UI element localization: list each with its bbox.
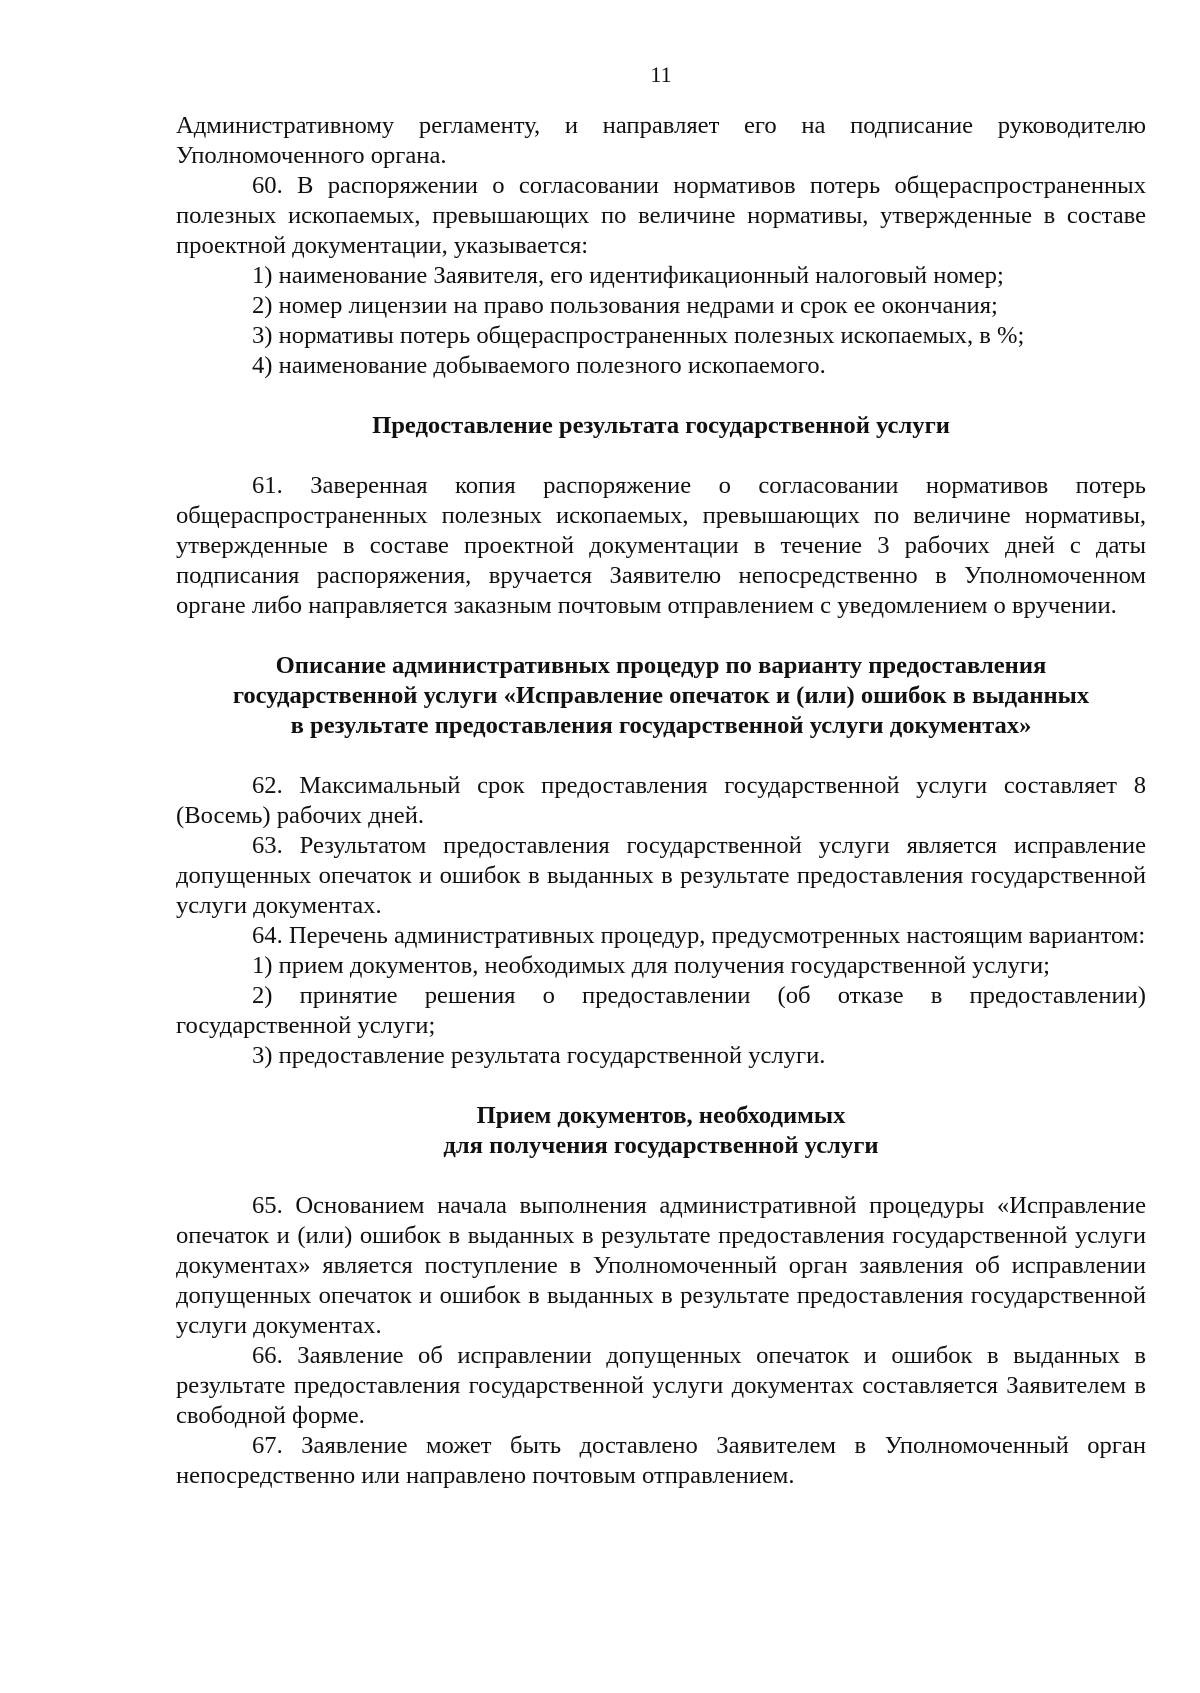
section-heading-line: Описание административных процедур по варианту предоставления <box>275 652 1047 679</box>
spacer <box>176 1161 1146 1191</box>
spacer <box>176 741 1146 771</box>
spacer <box>176 621 1146 651</box>
paragraph-continuation: Административному регламенту, и направляет его на подписание руководителю Уполномоченного органа. <box>176 112 1146 169</box>
list-item: 3) предоставление результата государственной услуги. <box>252 1042 826 1069</box>
spacer <box>176 441 1146 471</box>
paragraph-60: 60. В распоряжении о согласовании нормативов потерь общераспространенных полезных ископаемых, превышающих по величине нормативы, утвержденные в составе проектной документации, указывается: <box>176 172 1146 259</box>
list-item: 2) принятие решения о предоставлении (об отказе в предоставлении) государственной услуги; <box>176 982 1146 1039</box>
list-item: 3) нормативы потерь общераспространенных полезных ископаемых, в %; <box>252 322 1025 349</box>
paragraph-62: 62. Максимальный срок предоставления государственной услуги составляет 8 (Восемь) рабочих дней. <box>176 772 1146 829</box>
paragraph-63: 63. Результатом предоставления государственной услуги является исправление допущенных опечаток и ошибок в выданных в результате предоставления государственной услуги документах. <box>176 832 1146 919</box>
list-item: 1) прием документов, необходимых для получения государственной услуги; <box>252 952 1050 979</box>
section-heading-line: государственной услуги «Исправление опечаток и (или) ошибок в выданных <box>232 682 1090 709</box>
paragraph-64: 64. Перечень административных процедур, предусмотренных настоящим вариантом: <box>252 922 1146 949</box>
paragraph-66: 66. Заявление об исправлении допущенных опечаток и ошибок в выданных в результате предоставления государственной услуги документах составляется Заявителем в свободной форме. <box>176 1342 1146 1429</box>
document-page <box>176 62 1146 1491</box>
section-heading-line: Прием документов, необходимых <box>476 1102 846 1129</box>
section-heading-line: в результате предоставления государственной услуги документах» <box>290 712 1032 739</box>
list-item: 1) наименование Заявителя, его идентификационный налоговый номер; <box>252 262 1004 289</box>
paragraph-67: 67. Заявление может быть доставлено Заявителем в Уполномоченный орган непосредственно или направлено почтовым отправлением. <box>176 1432 1146 1489</box>
list-item: 2) номер лицензии на право пользования недрами и срок ее окончания; <box>252 292 998 319</box>
section-heading: Предоставление результата государственной услуги <box>372 412 950 439</box>
spacer <box>176 1071 1146 1101</box>
section-heading-line: для получения государственной услуги <box>443 1132 879 1159</box>
page-number: 11 <box>650 62 672 87</box>
paragraph-65: 65. Основанием начала выполнения административной процедуры «Исправление опечаток и (или) ошибок в выданных в результате предоставления государственной услуги документах» является поступление в Уполномоченный орган заявления об исправлении допущенных опечаток и ошибок в выданных в результате предоставления государственной услуги документах. <box>176 1192 1146 1339</box>
paragraph-61: 61. Заверенная копия распоряжение о согласовании нормативов потерь общераспространенных полезных ископаемых, превышающих по величине нормативы, утвержденные в составе проектной документации в течение 3 рабочих дней с даты подписания распоряжения, вручается Заявителю непосредственно в Уполномоченном органе либо направляется заказным почтовым отправлением с уведомлением о вручении. <box>176 472 1146 619</box>
list-item: 4) наименование добываемого полезного ископаемого. <box>252 352 826 379</box>
spacer <box>176 381 1146 411</box>
